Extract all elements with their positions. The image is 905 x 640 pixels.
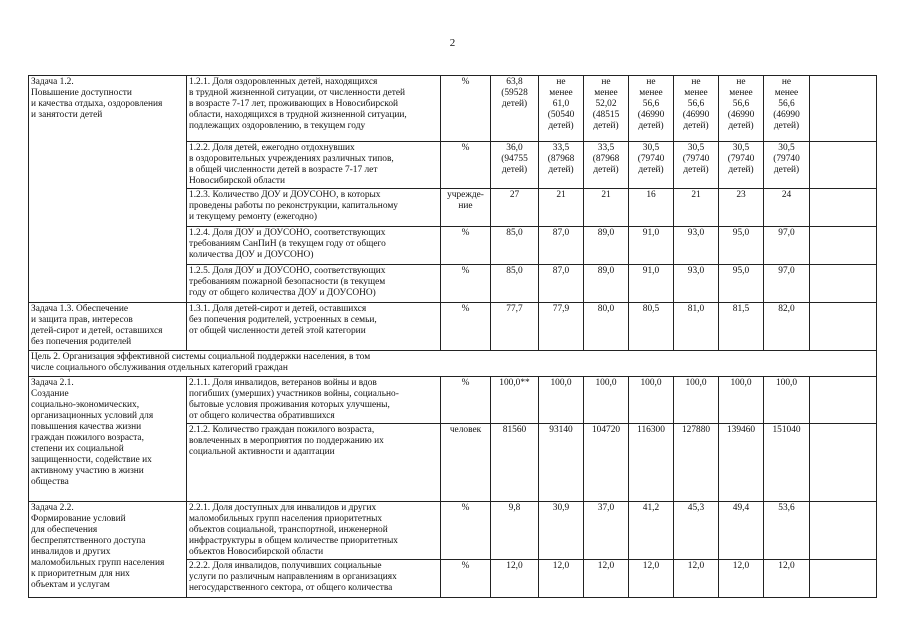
- value-cell: 100,0: [719, 377, 764, 424]
- unit-cell: %: [441, 227, 491, 265]
- empty-cell: [810, 560, 877, 598]
- value-cell: 100,0: [629, 377, 674, 424]
- value-cell: 23: [719, 189, 764, 227]
- value-cell: 81,5: [719, 303, 764, 351]
- value-cell: 30,5 (79740 детей): [629, 142, 674, 189]
- value-cell: 36,0 (94755 детей): [491, 142, 539, 189]
- empty-cell: [810, 76, 877, 142]
- table-row: [29, 76, 877, 142]
- value-cell: 21: [539, 189, 584, 227]
- value-cell: 12,0: [584, 560, 629, 598]
- value-cell: 100,0**: [491, 377, 539, 424]
- value-cell: не менее 56,6 (46990 детей): [764, 76, 810, 142]
- unit-cell: человек: [441, 424, 491, 502]
- value-cell: 127880: [674, 424, 719, 502]
- value-cell: 45,3: [674, 502, 719, 560]
- value-cell: 100,0: [764, 377, 810, 424]
- table-row: [29, 351, 877, 377]
- indicator-cell: 1.3.1. Доля детей-сирот и детей, оставшихся без попечения родителей, устроенных в семьи, от общей численности детей этой категории: [187, 303, 441, 351]
- value-cell: 139460: [719, 424, 764, 502]
- goal-cell: Цель 2. Организация эффективной системы социальной поддержки населения, в том числе социального обслуживания отдельных категорий граждан: [29, 351, 877, 377]
- empty-cell: [810, 189, 877, 227]
- empty-cell: [810, 502, 877, 560]
- value-cell: не менее 56,6 (46990 детей): [719, 76, 764, 142]
- value-cell: 81560: [491, 424, 539, 502]
- value-cell: 93,0: [674, 265, 719, 303]
- unit-cell: %: [441, 377, 491, 424]
- value-cell: 85,0: [491, 227, 539, 265]
- value-cell: 30,5 (79740 детей): [764, 142, 810, 189]
- value-cell: 82,0: [764, 303, 810, 351]
- value-cell: 93,0: [674, 227, 719, 265]
- task-cell: Задача 2.1. Создание социально-экономических, организационных условий для повышения качества жизни граждан пожилого возраста, степени их социальной защищенности, содействие их активному участию в жизни общества: [29, 377, 187, 502]
- value-cell: 21: [674, 189, 719, 227]
- empty-cell: [810, 265, 877, 303]
- value-cell: 24: [764, 189, 810, 227]
- value-cell: 81,0: [674, 303, 719, 351]
- unit-cell: %: [441, 76, 491, 142]
- value-cell: 95,0: [719, 227, 764, 265]
- task-cell: Задача 1.3. Обеспечение и защита прав, интересов детей-сирот и детей, оставшихся без попечения родителей: [29, 303, 187, 351]
- indicator-cell: 2.2.2. Доля инвалидов, получивших социальные услуги по различным направлениям в организациях негосударственного сектора, от общего количества: [187, 560, 441, 598]
- value-cell: не менее 56,6 (46990 детей): [674, 76, 719, 142]
- value-cell: 85,0: [491, 265, 539, 303]
- value-cell: 89,0: [584, 265, 629, 303]
- value-cell: 30,9: [539, 502, 584, 560]
- value-cell: 12,0: [491, 560, 539, 598]
- table-row: [29, 377, 877, 424]
- value-cell: 89,0: [584, 227, 629, 265]
- value-cell: 93140: [539, 424, 584, 502]
- value-cell: 12,0: [719, 560, 764, 598]
- value-cell: не менее 52,02 (48515 детей): [584, 76, 629, 142]
- empty-cell: [810, 227, 877, 265]
- value-cell: не менее 56,6 (46990 детей): [629, 76, 674, 142]
- value-cell: 77,9: [539, 303, 584, 351]
- value-cell: 53,6: [764, 502, 810, 560]
- indicator-cell: 1.2.1. Доля оздоровленных детей, находящихся в трудной жизненной ситуации, от численности детей в возрасте 7-17 лет, проживающих в Новосибирской области, находящихся в трудной жизненной ситуации, подлежащих оздоровлению, в текущем году: [187, 76, 441, 142]
- value-cell: 87,0: [539, 227, 584, 265]
- unit-cell: %: [441, 303, 491, 351]
- task-cell: Задача 2.2. Формирование условий для обеспечения беспрепятственного доступа инвалидов и других маломобильных групп населения к приоритетным для них объектам и услугам: [29, 502, 187, 598]
- value-cell: 30,5 (79740 детей): [674, 142, 719, 189]
- indicators-table: [28, 75, 877, 598]
- indicator-cell: 2.1.1. Доля инвалидов, ветеранов войны и вдов погибших (умерших) участников войны, социально- бытовые условия проживания которых улучшены, от общего количества обратившихся: [187, 377, 441, 424]
- unit-cell: %: [441, 265, 491, 303]
- value-cell: 41,2: [629, 502, 674, 560]
- value-cell: 30,5 (79740 детей): [719, 142, 764, 189]
- value-cell: 87,0: [539, 265, 584, 303]
- empty-cell: [810, 303, 877, 351]
- value-cell: 80,0: [584, 303, 629, 351]
- value-cell: 12,0: [764, 560, 810, 598]
- empty-cell: [810, 142, 877, 189]
- value-cell: 151040: [764, 424, 810, 502]
- value-cell: 9,8: [491, 502, 539, 560]
- value-cell: 116300: [629, 424, 674, 502]
- value-cell: 77,7: [491, 303, 539, 351]
- table-row: [29, 303, 877, 351]
- task-cell: Задача 1.2. Повышение доступности и качества отдыха, оздоровления и занятости детей: [29, 76, 187, 303]
- value-cell: 104720: [584, 424, 629, 502]
- table-body: [29, 76, 877, 598]
- value-cell: 91,0: [629, 227, 674, 265]
- value-cell: не менее 61,0 (50540 детей): [539, 76, 584, 142]
- indicator-cell: 1.2.2. Доля детей, ежегодно отдохнувших в оздоровительных учреждениях различных типов, в общей численности детей в возрасте 7-17 лет Новосибирской области: [187, 142, 441, 189]
- indicator-cell: 1.2.4. Доля ДОУ и ДОУСОНО, соответствующих требованиям СанПиН (в текущем году от общего количества ДОУ и ДОУСОНО): [187, 227, 441, 265]
- value-cell: 12,0: [539, 560, 584, 598]
- value-cell: 12,0: [674, 560, 719, 598]
- value-cell: 27: [491, 189, 539, 227]
- value-cell: 49,4: [719, 502, 764, 560]
- value-cell: 33,5 (87968 детей): [584, 142, 629, 189]
- page-number: 2: [449, 37, 456, 49]
- value-cell: 63,8 (59528 детей): [491, 76, 539, 142]
- indicator-cell: 2.1.2. Количество граждан пожилого возраста, вовлеченных в мероприятия по поддержанию их социальной активности и адаптации: [187, 424, 441, 502]
- value-cell: 80,5: [629, 303, 674, 351]
- unit-cell: учрежде- ние: [441, 189, 491, 227]
- value-cell: 95,0: [719, 265, 764, 303]
- value-cell: 37,0: [584, 502, 629, 560]
- value-cell: 16: [629, 189, 674, 227]
- indicator-cell: 1.2.5. Доля ДОУ и ДОУСОНО, соответствующих требованиям пожарной безопасности (в текущем году от общего количества ДОУ и ДОУСОНО): [187, 265, 441, 303]
- value-cell: 91,0: [629, 265, 674, 303]
- value-cell: 21: [584, 189, 629, 227]
- unit-cell: %: [441, 560, 491, 598]
- value-cell: 100,0: [539, 377, 584, 424]
- unit-cell: %: [441, 502, 491, 560]
- indicator-cell: 2.2.1. Доля доступных для инвалидов и других маломобильных групп населения приоритетных объектов социальной, транспортной, инженерной инфраструктуры в общем количестве приоритетных объектов Новосибирской области: [187, 502, 441, 560]
- table-row: [29, 502, 877, 560]
- value-cell: 100,0: [584, 377, 629, 424]
- value-cell: 100,0: [674, 377, 719, 424]
- value-cell: 33,5 (87968 детей): [539, 142, 584, 189]
- value-cell: 97,0: [764, 227, 810, 265]
- value-cell: 97,0: [764, 265, 810, 303]
- empty-cell: [810, 377, 877, 424]
- empty-cell: [810, 424, 877, 502]
- unit-cell: %: [441, 142, 491, 189]
- indicator-cell: 1.2.3. Количество ДОУ и ДОУСОНО, в которых проведены работы по реконструкции, капитальному и текущему ремонту (ежегодно): [187, 189, 441, 227]
- value-cell: 12,0: [629, 560, 674, 598]
